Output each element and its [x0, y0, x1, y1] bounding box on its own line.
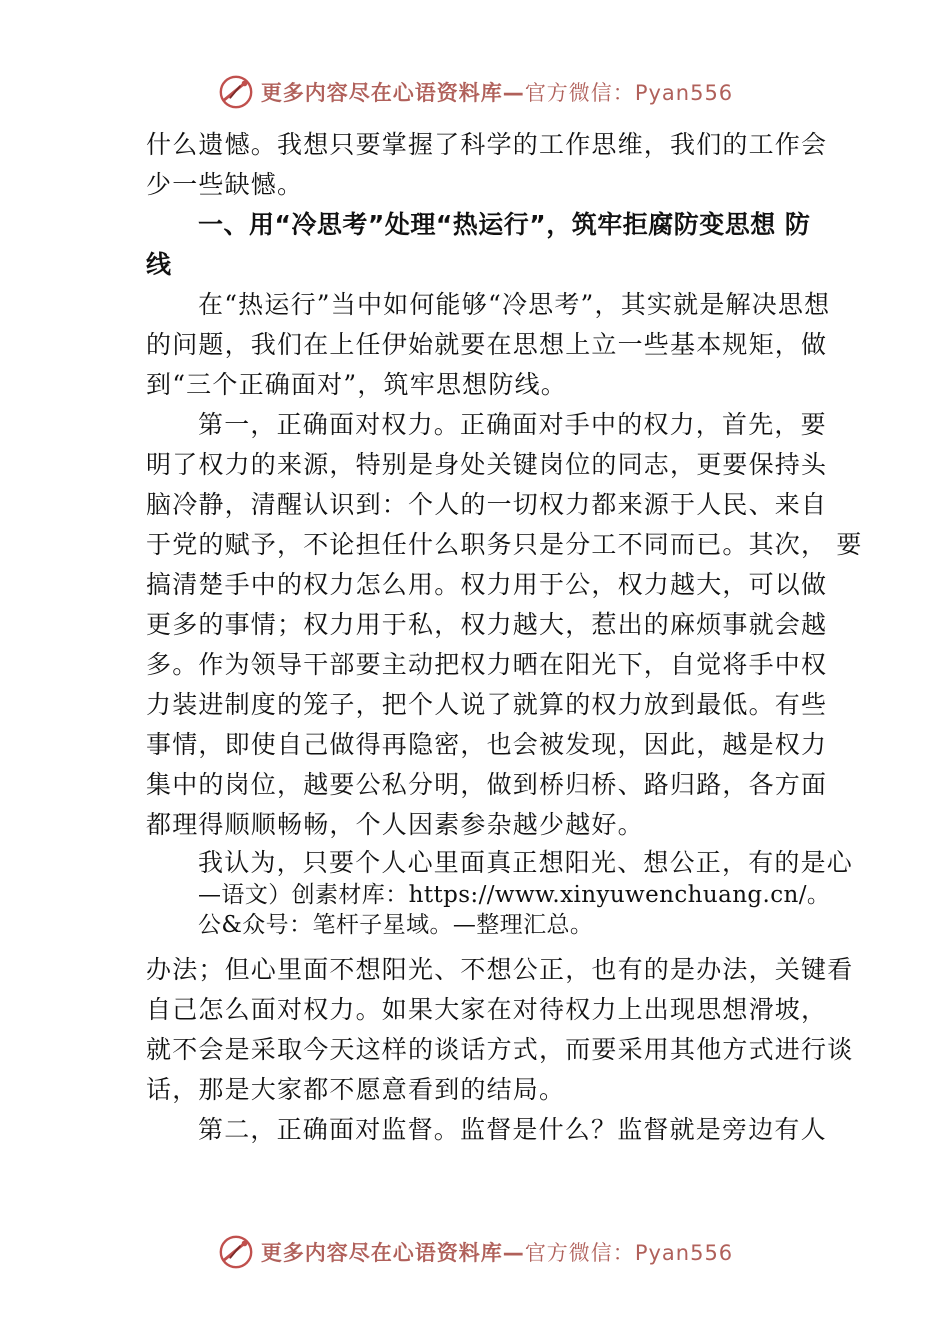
text-line: 少一些缺憾。 [146, 170, 304, 199]
text-line: 明了权力的来源，特别是身处关键岗位的同志，更要保持头 [146, 450, 828, 479]
section-heading: 线 [146, 250, 172, 279]
header-banner [0, 68, 950, 116]
text-line: 搞清楚手中的权力怎么用。权力用于公，权力越大，可以做 [146, 570, 828, 599]
text-line: 就不会是采取今天这样的谈话方式，而要采用其他方式进行谈 [146, 1035, 854, 1064]
text-line: 我认为，只要个人心里面真正想阳光、想公正，有的是心 [198, 848, 854, 877]
text-line: 集中的岗位，越要公私分明，做到桥归桥、路归路，各方面 [146, 770, 828, 799]
text-line: 脑冷静，清醒认识到：个人的一切权力都来源于人民、来自 [146, 490, 828, 519]
text-line: 的问题，我们在上任伊始就要在思想上立一些基本规矩，做 [146, 330, 828, 359]
text-line: 在“热运行”当中如何能够“冷思考”，其实就是解决思想 [198, 290, 831, 319]
text-line: 于党的赋予，不论担任什么职务只是分工不同而已。其次， 要 [146, 530, 863, 559]
text-line: 更多的事情；权力用于私，权力越大，惹出的麻烦事就会越 [146, 610, 828, 639]
text-line: 多。作为领导干部要主动把权力晒在阳光下，自觉将手中权 [146, 650, 828, 679]
banner-text: 更多内容尽在心语资料库—官方微信：Pyan556 [260, 1241, 734, 1265]
text-line: 办法；但心里面不想阳光、不想公正，也有的是办法，关键看 [146, 955, 854, 984]
footer-banner [0, 1228, 950, 1276]
text-line: 话，那是大家都不愿意看到的结局。 [146, 1075, 566, 1104]
text-line: 什么遗憾。我想只要掌握了科学的工作思维，我们的工作会 [146, 130, 828, 159]
text-line: 事情，即使自己做得再隐密，也会被发现，因此，越是权力 [146, 730, 828, 759]
text-line: 力装进制度的笼子，把个人说了就算的权力放到最低。有些 [146, 690, 828, 719]
seal-logo-icon [217, 73, 255, 111]
text-line: 第二，正确面对监督。监督是什么？监督就是旁边有人 [198, 1115, 827, 1144]
seal-logo-icon [217, 1233, 255, 1271]
inserted-notice-line: 公&众号：笔杆子星域。—整理汇总。 [198, 912, 594, 938]
inserted-notice-line: —语文）创素材库：https://www.xinyuwenchuang.cn/。 [198, 882, 831, 908]
text-line: 到“三个正确面对”，筑牢思想防线。 [146, 370, 567, 399]
text-line: 都理得顺顺畅畅，个人因素参杂越少越好。 [146, 810, 644, 839]
text-line: 自己怎么面对权力。如果大家在对待权力上出现思想滑坡， [146, 995, 828, 1024]
text-line: 第一，正确面对权力。正确面对手中的权力，首先，要 [198, 410, 827, 439]
section-heading: 一、用“冷思考”处理“热运行”，筑牢拒腐防变思想 防 [198, 210, 811, 239]
banner-text: 更多内容尽在心语资料库—官方微信：Pyan556 [260, 81, 734, 105]
